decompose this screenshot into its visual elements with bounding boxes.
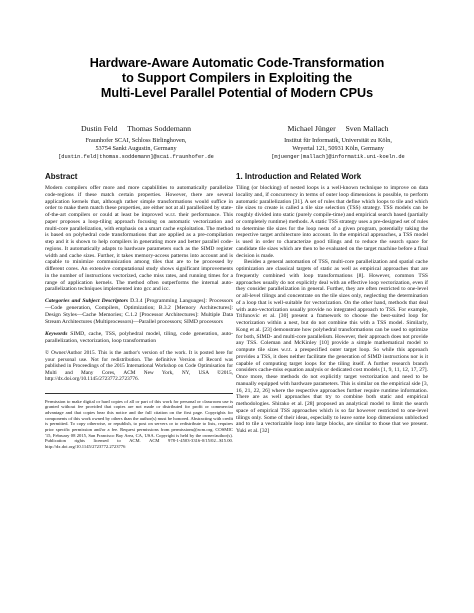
section-paragraph: Tiling (or blocking) of nested loops is a well-known technique to improve on data locality and, if concurrency in terms of outer loop dimensions is possible, to perform automatic parallelization [31]. A set of rules that define which loops to tile and which tile sizes to create is called a tile size selection (TSS) strategy. TSS models can be roughly divided into static (purely compile-time) and empirical search based (partially or completely runtime) methods. A static TSS strategy uses a pre-designed set of rules to determine tile sizes for the loop nests of a given program, potentially taking the respective target architecture into account. In the empirical approaches, a TSS model is used in order to characterize good tilings and to reduce the search space for candidate tile sizes which are then to be evaluated on the target machine before a final decision is made. [236, 185, 428, 259]
copyright-notice: © Owner/Author 2015. This is the author's version of the work. It is posted here for your personal use. Not for redistribution. The definitive Version of Record was published in Proceedings of the 2015 International Workshop on Code Optimisation for Multi and Many Cores, ACM New York, NY, USA ©2015, http://dx.doi.org/10.1145/2723772.2723776. [45, 350, 233, 383]
author-affiliation: Fraunhofer SCAI, Schloss Birlinghoven, [85, 137, 187, 144]
author-email: [dustin.feld|thomas.soddemann]@scai.fraunhofer.de [58, 154, 214, 160]
keywords-text: SIMD, cache, TSS, polyhedral model, tiling, code generation, auto-parallelization, vectorization, loop transformation [45, 330, 233, 344]
right-column [236, 172, 428, 435]
author-block-left [26, 124, 246, 161]
author-email: [mjuenger|mallach]@informatik.uni-koeln.de [271, 154, 405, 160]
footnote-divider [45, 393, 233, 394]
author-address: 53754 Sankt Augustin, Germany [95, 145, 177, 152]
left-column [45, 172, 233, 454]
keywords-label: Keywords [45, 330, 68, 337]
author-names: Dustin Feld Thomas Soddemann [80, 124, 192, 133]
section-paragraph: Besides a general automation of TSS, multi-core parallelization and spatial cache optimization are classical targets of static as well as empirical approaches that are frequently combined with loop transformations [8]. However, common TSS approaches usually do not explicitly deal with an effective loop vectorization, even if they consider parallelization in general. Further, they are often restricted to one-level or all-level tilings and concentrate on the tile sizes only, neglecting the determination of a loop that is well-suitable for vectorization. On the other hand, methods that deal with auto-vectorization usually provide no integrated approach to TSS. For example, Trifunovic et al. [30] present a framework to choose the best-suited loop for vectorization within a nest, but do not combine this with a TSS model. Similarly, Kong et al. [23] demonstrate how polyhedral transformations can be used to optimize for both, SIMD- and multi-core parallelism. However, their approach does not provide any TSS. Coleman and McKinley [10] provide a simple mathematical model to compute tile sizes w.r.t. a prespecified outer target loop. So while this approach provides a TSS, it does neither facilitate the generation of SIMD instructions nor is it capable of computing target loops for the tiling itself. A further research branch considers cache-miss equation analysis or dedicated cost models [1, 9, 11, 12, 17, 27]. Once more, these methods do not explicitly target vectorization and need to be manually equipped with hardware parameters. This is similar on the empirical side [3, 16, 21, 22, 26] where the respective approaches further require runtime information. There are as well approaches that try to combine both static and empirical methodologies. Shirako et al. [28] proposed an analytical model to limit the search space of empirical TSS approaches which is so far however restricted to one-level tilings only. Some of their ideas, especially to leave some loop dimensions unblocked and to tile a vectorizable loop into large blocks, are similar to those that we present. Yuki et al. [32] [236, 259, 429, 434]
abstract-text: Modern compilers offer more and more capabilities to automatically parallelize code-regions if these match certain properties. However, there are several application kernels that, although rather simple transformations would suffice in order to make them match these properties, are either not at all parallelized by state-of-the-art compilers or could at least be improved w.r.t. their performance. This paper proposes a loop-tiling approach focusing on automatic vectorization and multi-core parallelization, with emphasis on a smart cache exploitation. The method is based on polyhedral code transformations that are applied as a pre-compilation step and it is shown to help compilers in generating more and better parallel code-regions. It automatically adapts to hardware parameters such as the SIMD register width and cache sizes. Further, it takes memory-access patterns into account and is capable to minimize communication among tiles that are to be processed by different cores. An extensive computational study shows significant improvements in the number of instructions vectorized, cache miss rates, and running times for a range of application kernels. The method often outperforms the internal auto-parallelization techniques implemented into gcc and icc. [45, 185, 233, 293]
author-address: Weyertal 121, 50931 Köln, Germany [292, 145, 384, 152]
title-line: Hardware-Aware Automatic Code-Transformation [89, 56, 385, 70]
section-heading: 1. Introduction and Related Work [236, 172, 362, 181]
permission-notice: Permission to make digital or hard copies of all or part of this work for personal or classroom use is granted without fee provided that copies are not made or distributed for profit or commercial advantage and that copies bear this notice and the full citation on the first page. Copyrights for components of this work owned by others than the author(s) must be honored. Abstracting with credit is permitted. To copy otherwise, or republish, to post on servers or to redistribute to lists, requires prior specific permission and/or a fee. Request permissions from permissions@acm.org. COSMIC '15, February 08 2015, San Francisco Bay Area, CA, USA. Copyright is held by the owner/author(s). Publication rights licensed to ACM. ACM 978-1-4503-3316-0/15/02...$15.00. http://dx.doi.org/10.1145/2723772.2723776 [45, 398, 233, 450]
categories-text: D.3.4 [Programming Languages]: Processors—Code generation, Compilers, Optimization; B.3.2 [Memory Architectures]: Design Styles—Cache Memories; C.1.2 [Processor Architectures]: Multiple Data Stream Architectures (Multiprocessors)—Parallel processors; SIMD processors [45, 298, 233, 325]
abstract-heading: Abstract [45, 172, 78, 181]
title-line: Multi-Level Parallel Potential of Modern CPUs [100, 86, 374, 100]
keywords [45, 331, 233, 345]
author-names: Michael Jünger Sven Mallach [287, 124, 389, 133]
author-affiliation: Institut für Informatik, Universität zu Köln, [284, 137, 392, 144]
title-line: to Support Compilers in Exploiting the [121, 71, 353, 85]
categories [45, 298, 233, 326]
categories-label: Categories and Subject Descriptors [45, 298, 129, 304]
paper-title [30, 56, 444, 101]
author-block-right [228, 124, 448, 161]
